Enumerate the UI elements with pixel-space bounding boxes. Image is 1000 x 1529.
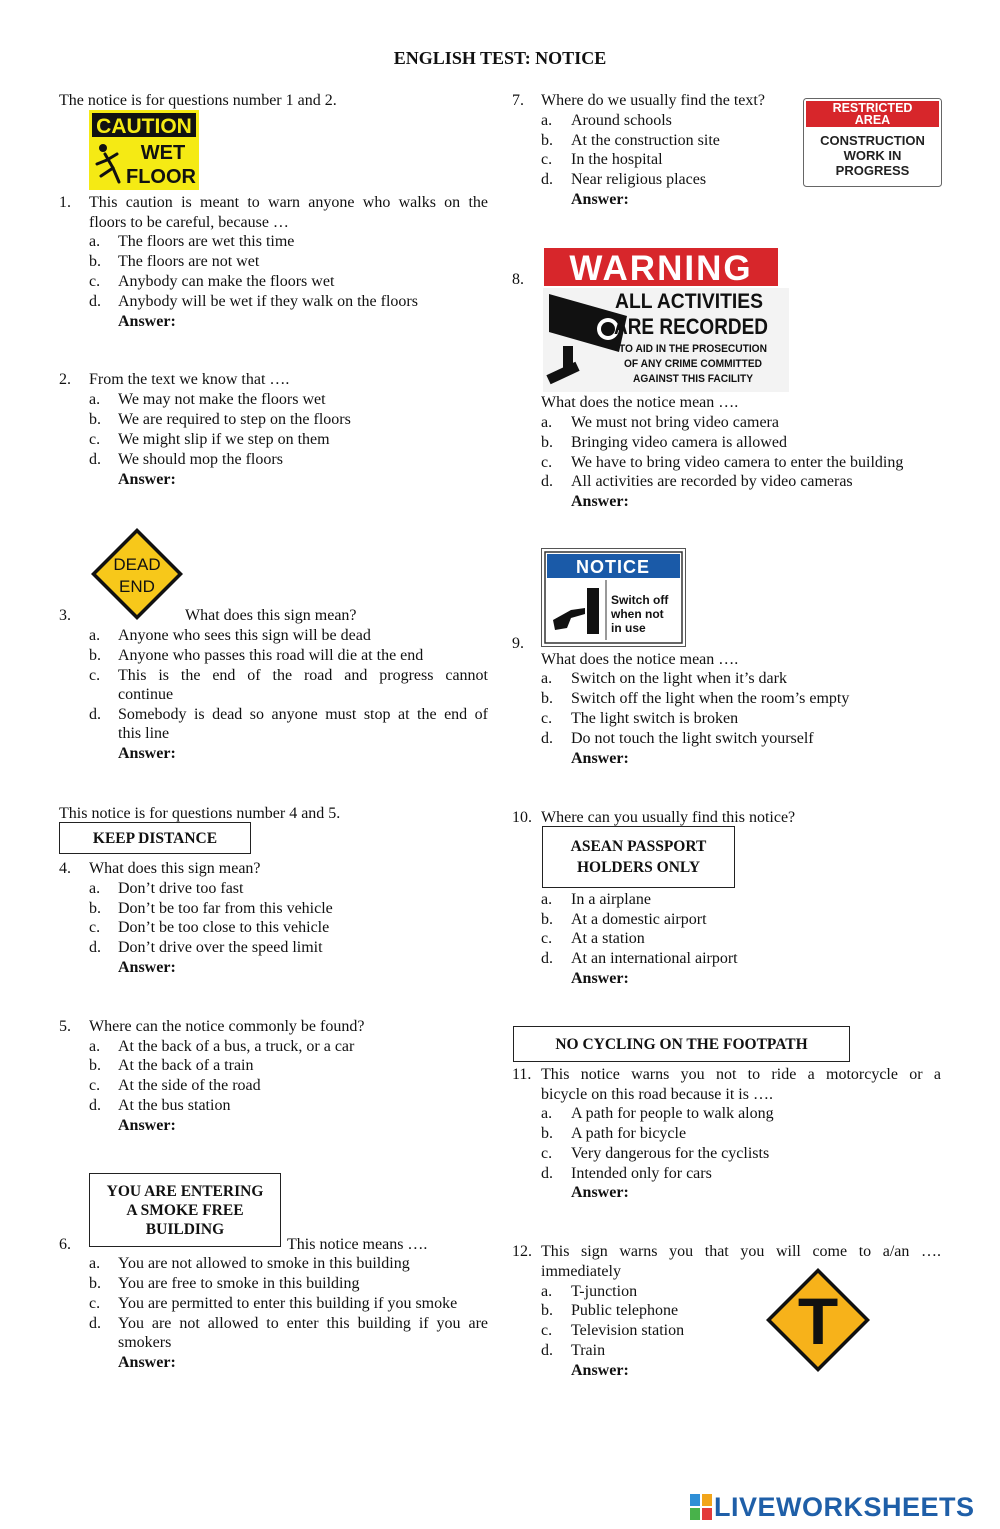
q1-option-c: Anybody can make the floors wet [118, 273, 335, 290]
q5-option-d: At the bus station [118, 1097, 231, 1114]
q9-option-c-letter: c. [541, 710, 553, 727]
q10-option-d-letter: d. [541, 950, 553, 967]
page-title: ENGLISH TEST: NOTICE [393, 48, 607, 68]
q4-option-b: Don’t be too far from this vehicle [118, 900, 333, 917]
q5-option-a: At the back of a bus, a truck, or a car [118, 1038, 355, 1055]
q6-option-c-letter: c. [89, 1295, 101, 1312]
q7-option-a-letter: a. [541, 112, 553, 129]
q1-option-a: The floors are wet this time [118, 233, 295, 250]
q8-option-d-letter: d. [541, 473, 553, 490]
q6-option-d-letter: d. [89, 1315, 101, 1332]
q4-option-c-letter: c. [89, 919, 101, 936]
q7-option-c: In the hospital [571, 151, 663, 168]
q11-option-d: Intended only for cars [571, 1165, 712, 1182]
q6-option-b-letter: b. [89, 1275, 101, 1292]
q5-text: Where can the notice commonly be found? [89, 1018, 365, 1035]
smoke-free-notice [89, 1173, 281, 1247]
q2-number: 2. [59, 371, 71, 388]
q4-option-a: Don’t drive too fast [118, 880, 244, 897]
q8-number: 8. [512, 271, 524, 288]
q12-number: 12. [512, 1243, 532, 1260]
q9-number: 9. [512, 635, 524, 652]
q1-option-b: The floors are not wet [118, 253, 260, 270]
q5-option-d-letter: d. [89, 1097, 101, 1114]
no-cycling-notice: NO CYCLING ON THE FOOTPATH [513, 1026, 850, 1062]
q2-answer-label: Answer: [118, 471, 176, 488]
q12-option-c-letter: c. [541, 1322, 553, 1339]
q5-number: 5. [59, 1018, 71, 1035]
q7-option-c-letter: c. [541, 151, 553, 168]
q12-option-a: T-junction [571, 1283, 638, 1300]
q1-option-d-letter: d. [89, 293, 101, 310]
q4-option-b-letter: b. [89, 900, 101, 917]
q2-option-b-letter: b. [89, 411, 101, 428]
q11-number: 11. [512, 1066, 532, 1083]
crime-committed-text: OF ANY CRIME COMMITTED [624, 358, 763, 370]
q3-option-a: Anyone who sees this sign will be dead [118, 627, 371, 644]
q2-option-d-letter: d. [89, 451, 101, 468]
q10-option-a: In a airplane [571, 891, 651, 908]
q7-option-d: Near religious places [571, 171, 707, 188]
q5-option-c: At the side of the road [118, 1077, 261, 1094]
q7-option-d-letter: d. [541, 171, 553, 188]
q7-option-a: Around schools [571, 112, 672, 129]
t-junction-sign [764, 1266, 872, 1374]
q11-answer-label: Answer: [571, 1184, 629, 1201]
q5-option-c-letter: c. [89, 1077, 101, 1094]
q5-option-b: At the back of a train [118, 1057, 254, 1074]
q10-answer-label: Answer: [571, 970, 629, 987]
q4-option-d-letter: d. [89, 939, 101, 956]
q8-answer-label: Answer: [571, 493, 629, 510]
q7-answer-label: Answer: [571, 191, 629, 208]
q12-option-d-letter: d. [541, 1342, 553, 1359]
liveworksheets-logo[interactable] [690, 1492, 990, 1522]
caution-wet-floor-sign [89, 110, 199, 190]
q1-number: 1. [59, 194, 71, 211]
q11-option-a-letter: a. [541, 1105, 553, 1122]
q8-option-a-letter: a. [541, 414, 553, 431]
q3-option-c-line2: continue [118, 686, 174, 703]
area-text: AREA [854, 113, 891, 127]
q11-option-b-letter: b. [541, 1125, 553, 1142]
q3-option-b-letter: b. [89, 647, 101, 664]
dead-end-sign [89, 526, 185, 622]
smoke-free-line1: YOU ARE ENTERING [106, 1182, 264, 1200]
q6-option-d-line1: You are not allowed to enter this building if you are [118, 1315, 488, 1332]
q1-option-c-letter: c. [89, 273, 101, 290]
q12-text-line2: immediately [541, 1263, 621, 1280]
dead-sign-text: DEAD [113, 555, 161, 574]
asean-passport-notice [542, 826, 735, 888]
q12-option-b-letter: b. [541, 1302, 553, 1319]
floor-sign-text: FLOOR [126, 166, 196, 188]
q2-option-b: We are required to step on the floors [118, 411, 351, 428]
q1-option-a-letter: a. [89, 233, 101, 250]
q8-option-c-letter: c. [541, 454, 553, 471]
q11-option-d-letter: d. [541, 1165, 553, 1182]
q3-answer-label: Answer: [118, 745, 176, 762]
asean-line1: ASEAN PASSPORT [570, 838, 707, 855]
q2-option-c: We might slip if we step on them [118, 431, 330, 448]
when-not-text: when not [611, 607, 664, 621]
q1-option-b-letter: b. [89, 253, 101, 270]
all-activities-text: ALL ACTIVITIES [615, 290, 763, 313]
wet-sign-text: WET [140, 142, 186, 164]
q11-option-c: Very dangerous for the cyclists [571, 1145, 770, 1162]
q9-option-b: Switch off the light when the room’s empty [571, 690, 850, 707]
q6-answer-label: Answer: [118, 1354, 176, 1371]
q5-answer-label: Answer: [118, 1117, 176, 1134]
q3-option-d-line2: this line [118, 725, 170, 742]
warning-recorded-sign [541, 246, 791, 393]
q2-option-d: We should mop the floors [118, 451, 283, 468]
q6-option-b: You are free to smoke in this building [118, 1275, 360, 1292]
q8-option-c: We have to bring video camera to enter the building [571, 454, 904, 471]
q9-answer-label: Answer: [571, 750, 629, 767]
asean-line2: HOLDERS ONLY [576, 859, 701, 876]
prosecution-text: TO AID IN THE PROSECUTION [619, 343, 768, 355]
q10-option-c: At a station [571, 930, 645, 947]
q1-answer-label: Answer: [118, 313, 176, 330]
q2-option-a-letter: a. [89, 391, 101, 408]
warning-header-text: WARNING [569, 249, 753, 288]
in-use-text: in use [611, 621, 646, 635]
q12-option-d: Train [571, 1342, 606, 1359]
q8-option-a: We must not bring video camera [571, 414, 779, 431]
q9-option-a: Switch on the light when it’s dark [571, 670, 787, 687]
q3-number: 3. [59, 607, 71, 624]
liveworksheets-logo-icon [690, 1494, 712, 1520]
q2-option-c-letter: c. [89, 431, 101, 448]
q5-option-b-letter: b. [89, 1057, 101, 1074]
q3-option-b: Anyone who passes this road will die at the end [118, 647, 424, 664]
smoke-free-line3: BUILDING [145, 1220, 225, 1238]
q8-option-b: Bringing video camera is allowed [571, 434, 787, 451]
q3-option-c-line1: This is the end of the road and progress cannot [118, 667, 488, 684]
q7-text: Where do we usually find the text? [541, 92, 765, 109]
q10-text: Where can you usually find this notice? [541, 809, 796, 826]
q4-text: What does this sign mean? [89, 860, 261, 877]
q10-option-d: At an international airport [571, 950, 738, 967]
q12-option-a-letter: a. [541, 1283, 553, 1300]
q10-option-a-letter: a. [541, 891, 553, 908]
q4-number: 4. [59, 860, 71, 877]
q2-option-a: We may not make the floors wet [118, 391, 326, 408]
q8-option-d: All activities are recorded by video cameras [571, 473, 853, 490]
q3-option-d-letter: d. [89, 706, 101, 723]
q8-option-b-letter: b. [541, 434, 553, 451]
q1-option-d: Anybody will be wet if they walk on the floors [118, 293, 418, 310]
progress-text: PROGRESS [835, 163, 910, 178]
q9-option-b-letter: b. [541, 690, 553, 707]
are-recorded-text: ARE RECORDED [614, 314, 768, 339]
t-junction-glyph: T [797, 1284, 839, 1358]
q7-number: 7. [512, 92, 524, 109]
q11-option-b: A path for bicycle [571, 1125, 687, 1142]
keep-distance-notice: KEEP DISTANCE [59, 822, 251, 854]
q8-text: What does the notice mean …. [541, 394, 739, 411]
q9-option-a-letter: a. [541, 670, 553, 687]
facility-text: AGAINST THIS FACILITY [633, 373, 754, 385]
q10-option-b: At a domestic airport [571, 911, 707, 928]
q6-number: 6. [59, 1236, 71, 1253]
smoke-free-line2: A SMOKE FREE [126, 1201, 244, 1219]
construction-text: CONSTRUCTION [820, 133, 925, 148]
q9-option-d: Do not touch the light switch yourself [571, 730, 814, 747]
q11-text-line1: This notice warns you not to ride a motorcycle or a [541, 1066, 941, 1083]
q1-text-line1: This caution is meant to warn anyone who walks on the [89, 194, 488, 211]
intro-questions-1-2: The notice is for questions number 1 and 2. [59, 92, 337, 109]
liveworksheets-brand: LIVEWORKSHEETS [714, 1492, 975, 1522]
q3-option-d-line1: Somebody is dead so anyone must stop at the end of [118, 706, 488, 723]
q10-option-c-letter: c. [541, 930, 553, 947]
q6-option-d-line2: smokers [118, 1334, 172, 1351]
q9-text: What does the notice mean …. [541, 651, 739, 668]
q10-option-b-letter: b. [541, 911, 553, 928]
end-sign-text: END [119, 577, 155, 596]
q11-option-c-letter: c. [541, 1145, 553, 1162]
q6-option-c: You are permitted to enter this building if you smoke [118, 1295, 458, 1312]
caution-sign-text: CAUTION [96, 115, 192, 138]
switch-off-text: Switch off [611, 593, 669, 607]
q9-option-d-letter: d. [541, 730, 553, 747]
q12-text-line1: This sign warns you that you will come to a/an …. [541, 1243, 941, 1260]
restricted-text: RESTRICTED [832, 101, 913, 115]
q10-number: 10. [512, 809, 532, 826]
notice-header-text: NOTICE [575, 557, 651, 577]
q9-option-c: The light switch is broken [571, 710, 739, 727]
q3-option-a-letter: a. [89, 627, 101, 644]
q11-option-a: A path for people to walk along [571, 1105, 774, 1122]
q7-option-b-letter: b. [541, 132, 553, 149]
q4-option-d: Don’t drive over the speed limit [118, 939, 323, 956]
q4-option-a-letter: a. [89, 880, 101, 897]
intro-questions-4-5: This notice is for questions number 4 and 5. [59, 805, 341, 822]
q3-text: What does this sign mean? [185, 607, 357, 624]
q2-text: From the text we know that …. [89, 371, 290, 388]
q6-option-a: You are not allowed to smoke in this building [118, 1255, 410, 1272]
q1-text-line2: floors to be careful, because … [89, 214, 289, 231]
switch-off-notice-sign [541, 548, 686, 647]
q12-answer-label: Answer: [571, 1362, 629, 1379]
q12-option-c: Television station [571, 1322, 685, 1339]
q6-text: This notice means …. [287, 1236, 428, 1253]
q12-option-b: Public telephone [571, 1302, 679, 1319]
work-in-text: WORK IN [843, 148, 902, 163]
restricted-area-sign [803, 98, 942, 187]
q7-option-b: At the construction site [571, 132, 720, 149]
q11-text-line2: bicycle on this road because it is …. [541, 1086, 773, 1103]
q4-option-c: Don’t be too close to this vehicle [118, 919, 330, 936]
q3-option-c-letter: c. [89, 667, 101, 684]
q4-answer-label: Answer: [118, 959, 176, 976]
q5-option-a-letter: a. [89, 1038, 101, 1055]
q6-option-a-letter: a. [89, 1255, 101, 1272]
